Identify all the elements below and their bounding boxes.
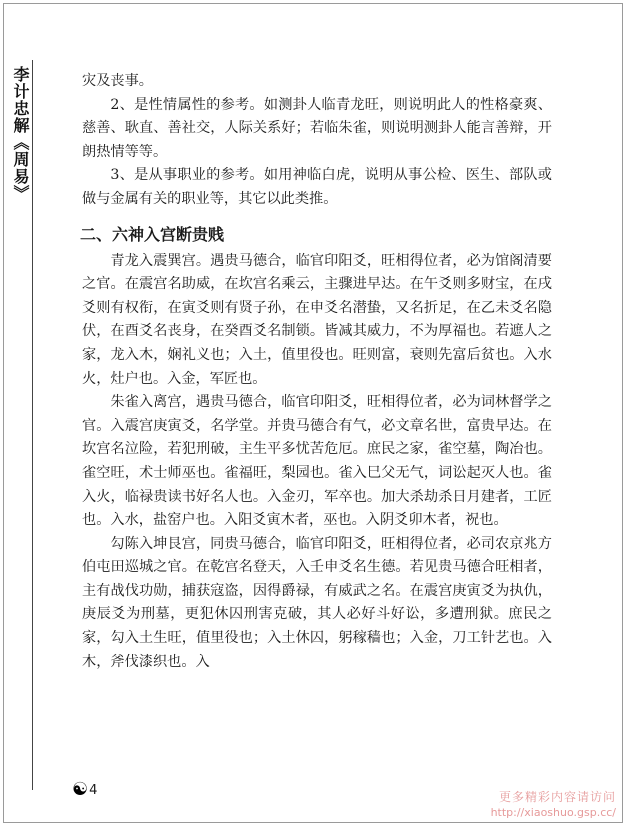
- paragraph: 灾及丧事。: [82, 73, 153, 89]
- paragraphs-before: [82, 70, 552, 212]
- watermark: [491, 790, 616, 820]
- paragraph: 青龙入震巽宫。遇贵马德合，临官印阳爻，旺相得位者，必为馆阁清要之官。在震宫名助威，在坎宫名乘云，主骤进早达。在午爻则多财宝，在戌爻则有权衔，在寅爻则有贤子孙，在申爻名潜蛰，又名折足，在乙未爻名隐伏，在酉爻名丧身，在癸酉爻名制锁。皆减其威力，不为厚福也。若遮人之家，龙入木，娴礼义也；入土，值里役也。旺则富，衰则先富后贫也。入水火，灶户也。入金，军匠也。: [82, 252, 552, 387]
- page-content: [82, 70, 552, 674]
- taiji-icon: ☯: [72, 779, 89, 800]
- page-number-text: 4: [89, 782, 98, 798]
- watermark-line-1: 更多精彩内容请访问: [498, 790, 616, 804]
- paragraph: 2、是性情属性的参考。如测卦人临青龙旺，则说明此人的性格豪爽、慈善、耿直、善社交，人际关系好；若临朱雀，则说明测卦人能言善辩，开朗热情等等。: [82, 96, 552, 160]
- paragraph: 勾陈入坤艮宫，同贵马德合，临官印阳爻，旺相得位者，必司农京兆方伯屯田巡城之官。在乾宫名登天，入壬申爻名生德。若见贵马德合旺相者，主有战伐功勋，捕获寇盗，因得爵禄，有威武之名。在震宫庚寅爻为执仇，庚辰爻为刑墓，更犯休囚刑害克破，其人必好斗好讼，多遭刑狱。庶民之家，勾入土生旺，值里役也；入土休囚，躬稼穑也；入金，刀工针艺也。入木，斧伐漆织也。入: [82, 535, 552, 670]
- side-rule: [32, 60, 33, 790]
- paragraph: 朱雀入离宫，遇贵马德合，临官印阳爻，旺相得位者，必为词林督学之官。入震宫庚寅爻，名学堂。并贵马德合有气，必文章名世，富贵早达。在坎宫名泣险，若犯刑破，主生平多忧苦危厄。庶民之家，雀空墓，陶冶也。雀空旺，术士师巫也。雀福旺，梨园也。雀入巳父无气，词讼起灭人也。雀入火，临禄贵读书好名人也。入金刃，军卒也。加大杀劫杀日月建者，工匠也。入水，盐窑户也。入阳爻寅木者，巫也。入阴爻卯木者，祝也。: [82, 394, 552, 529]
- paragraphs-after: [82, 250, 552, 675]
- page-number: [72, 781, 97, 799]
- section-heading: 二、六神入宫断贵贱: [80, 224, 225, 244]
- paragraph: 3、是从事职业的参考。如用神临白虎，说明从事公检、医生、部队或做与金属有关的职业等，其它以此类推。: [82, 167, 552, 207]
- watermark-line-2: http://xiaoshuo.gsp.cc/: [490, 806, 616, 819]
- book-title-vertical: 李计忠解《周易》: [11, 66, 30, 202]
